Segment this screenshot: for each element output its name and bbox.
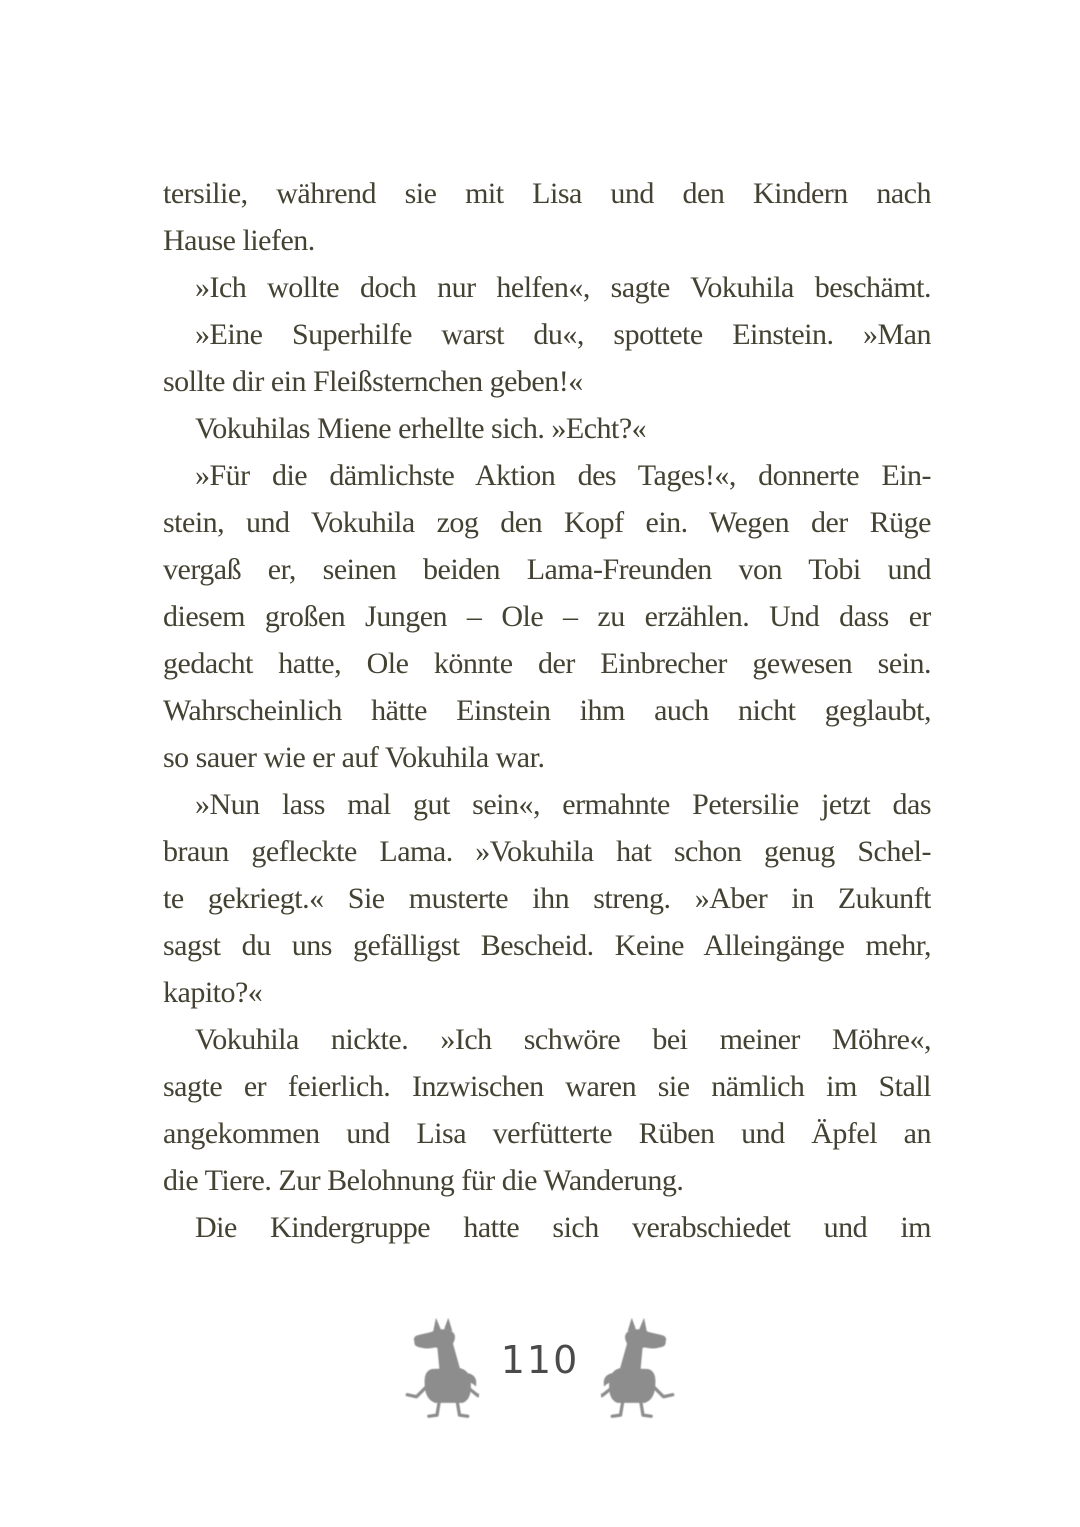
text-line: kapito?«: [163, 976, 263, 1009]
text-line: »Für die dämlichste Aktion des Tages!«, donnerte Ein-: [195, 459, 931, 492]
text-line: »Ich wollte doch nur helfen«, sagte Vokuhila beschämt.: [195, 271, 931, 304]
text-line: sollte dir ein Fleißsternchen geben!«: [163, 365, 583, 398]
text-line: tersilie, während sie mit Lisa und den Kindern nach: [163, 177, 931, 210]
text-line: diesem großen Jungen – Ole – zu erzählen. Und dass er: [163, 600, 931, 633]
llama-doodle-left-icon: [397, 1315, 479, 1419]
text-line: »Eine Superhilfe warst du«, spottete Einstein. »Man: [195, 318, 931, 351]
text-line: stein, und Vokuhila zog den Kopf ein. Wegen der Rüge: [163, 506, 931, 539]
text-line: Vokuhilas Miene erhellte sich. »Echt?«: [195, 412, 647, 445]
text-line: braun gefleckte Lama. »Vokuhila hat schon genug Schel-: [163, 835, 931, 868]
llama-doodle-right-icon: [601, 1315, 683, 1419]
text-line: Die Kindergruppe hatte sich verabschiedet und im: [195, 1211, 931, 1244]
text-line: Wahrscheinlich hätte Einstein ihm auch nicht geglaubt,: [163, 694, 931, 727]
text-line: sagst du uns gefälligst Bescheid. Keine Alleingänge mehr,: [163, 929, 931, 962]
text-line: sagte er feierlich. Inzwischen waren sie nämlich im Stall: [163, 1070, 931, 1103]
text-line: so sauer wie er auf Vokuhila war.: [163, 741, 545, 774]
text-line: angekommen und Lisa verfütterte Rüben und Äpfel an: [163, 1117, 931, 1150]
text-line: Vokuhila nickte. »Ich schwöre bei meiner Möhre«,: [195, 1023, 931, 1056]
text-line: gedacht hatte, Ole könnte der Einbrecher gewesen sein.: [163, 647, 931, 680]
page-text: [163, 170, 931, 1251]
page-number: 110: [500, 1338, 580, 1382]
text-line: Hause liefen.: [163, 224, 315, 257]
page-footer: [0, 1312, 1080, 1422]
text-line: te gekriegt.« Sie musterte ihn streng. »Aber in Zukunft: [163, 882, 931, 915]
text-line: vergaß er, seinen beiden Lama-Freunden von Tobi und: [163, 553, 931, 586]
text-line: die Tiere. Zur Belohnung für die Wanderung.: [163, 1164, 684, 1197]
text-line: »Nun lass mal gut sein«, ermahnte Petersilie jetzt das: [195, 788, 931, 821]
